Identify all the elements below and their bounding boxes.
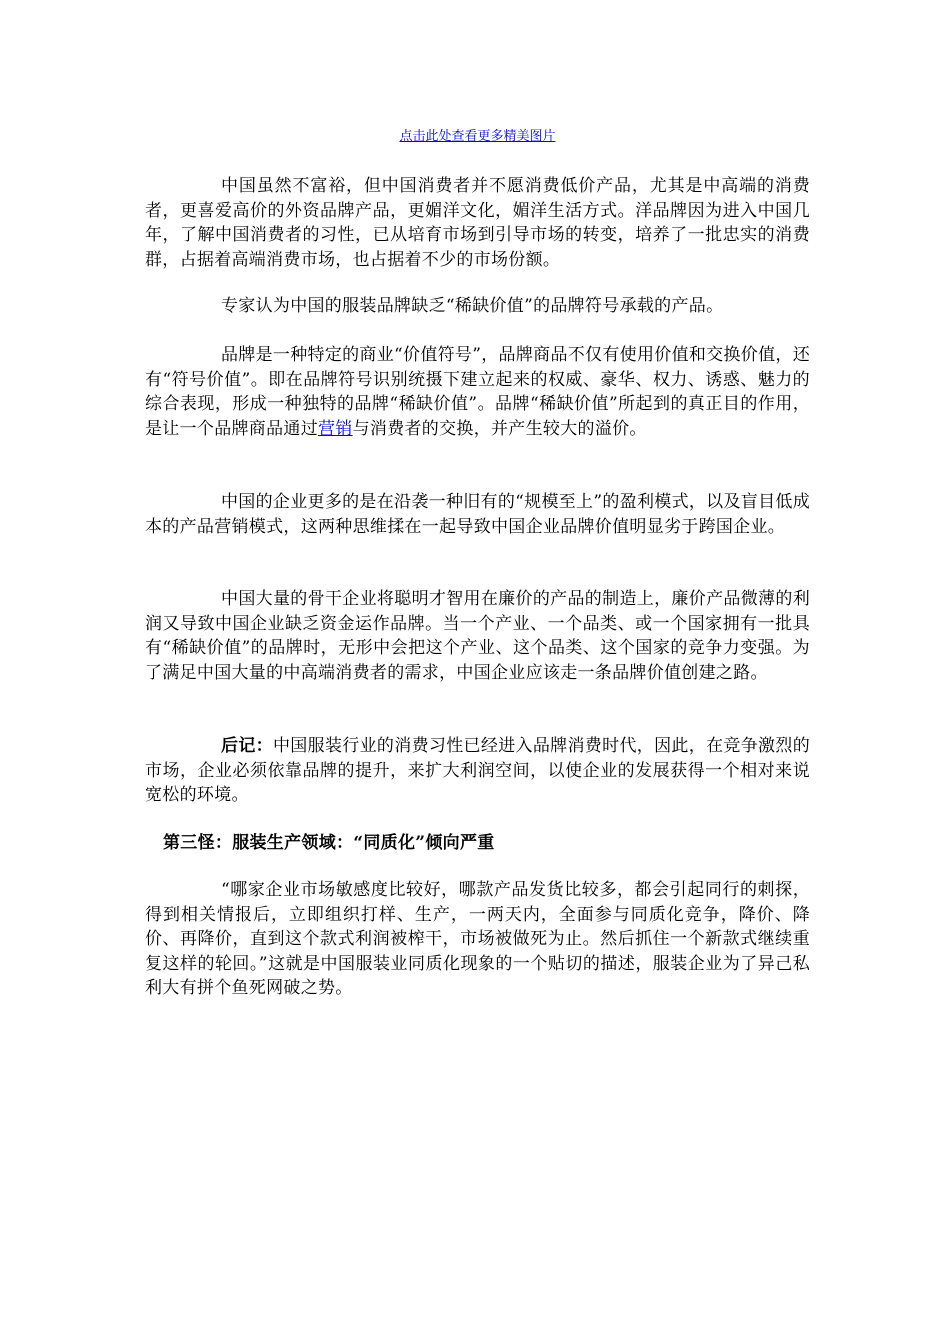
paragraph-3-text-before: 品牌是一种特定的商业“价值符号”，品牌商品不仅有使用价值和交换价值，还有“符号价值”。即在品牌符号识别统摄下建立起来的权威、豪华、权力、诱惑、魅力的综合表现，形成一种独特的品牌“稀缺价值”。品牌“稀缺价值”所起到的真正目的作用，是让一个品牌商品通过 (145, 345, 810, 439)
more-images-link[interactable]: 点击此处查看更多精美图片 (399, 129, 556, 144)
paragraph-5: 中国大量的骨干企业将聪明才智用在廉价的产品的制造上，廉价产品微薄的利润又导致中国企业缺乏资金运作品牌。当一个产业、一个品类、或一个国家拥有一批具有“稀缺价值”的品牌时，无形中会把这个产业、这个品类、这个国家的竞争力变强。为了满足中国大量的中高端消费者的需求，中国企业应该走一条品牌价值创建之路。 (145, 589, 810, 683)
paragraph-1: 中国虽然不富裕，但中国消费者并不愿消费低价产品，尤其是中高端的消费者，更喜爱高价的外资品牌产品，更媚洋文化，媚洋生活方式。洋品牌因为进入中国几年，了解中国消费者的习性，已从培育市场到引导市场的转变，培养了一批忠实的消费群，占据着高端消费市场，也占据着不少的市场份额。 (145, 176, 810, 270)
section-heading: 第三怪：服装生产领域：“同质化”倾向严重 (163, 833, 495, 853)
paragraph-3 (145, 343, 810, 441)
paragraph-3-text-after: 与消费者的交换，并产生较大的溢价。 (352, 418, 647, 439)
top-link-container (145, 128, 810, 146)
postscript-label: 后记： (221, 736, 273, 756)
paragraph-2: 专家认为中国的服装品牌缺乏“稀缺价值”的品牌符号承载的产品。 (221, 296, 724, 316)
paragraph-6 (145, 734, 810, 808)
postscript-text: 中国服装行业的消费习性已经进入品牌消费时代，因此，在竞争激烈的市场，企业必须依靠品牌的提升，来扩大利润空间，以使企业的发展获得一个相对来说宽松的环境。 (145, 736, 810, 805)
paragraph-7: “哪家企业市场敏感度比较好，哪款产品发货比较多，都会引起同行的刺探，得到相关情报后，立即组织打样、生产，一两天内，全面参与同质化竞争，降价、降价、再降价，直到这个款式利润被榨干，市场被做死为止。然后抓住一个新款式继续重复这样的轮回。”这就是中国服装业同质化现象的一个贴切的描述，服装企业为了异己私利大有拼个鱼死网破之势。 (145, 880, 810, 998)
paragraph-4: 中国的企业更多的是在沿袭一种旧有的“规模至上”的盈利模式，以及盲目低成本的产品营销模式，这两种思维揉在一起导致中国企业品牌价值明显劣于跨国企业。 (145, 492, 810, 537)
marketing-link[interactable]: 营销 (318, 418, 353, 439)
